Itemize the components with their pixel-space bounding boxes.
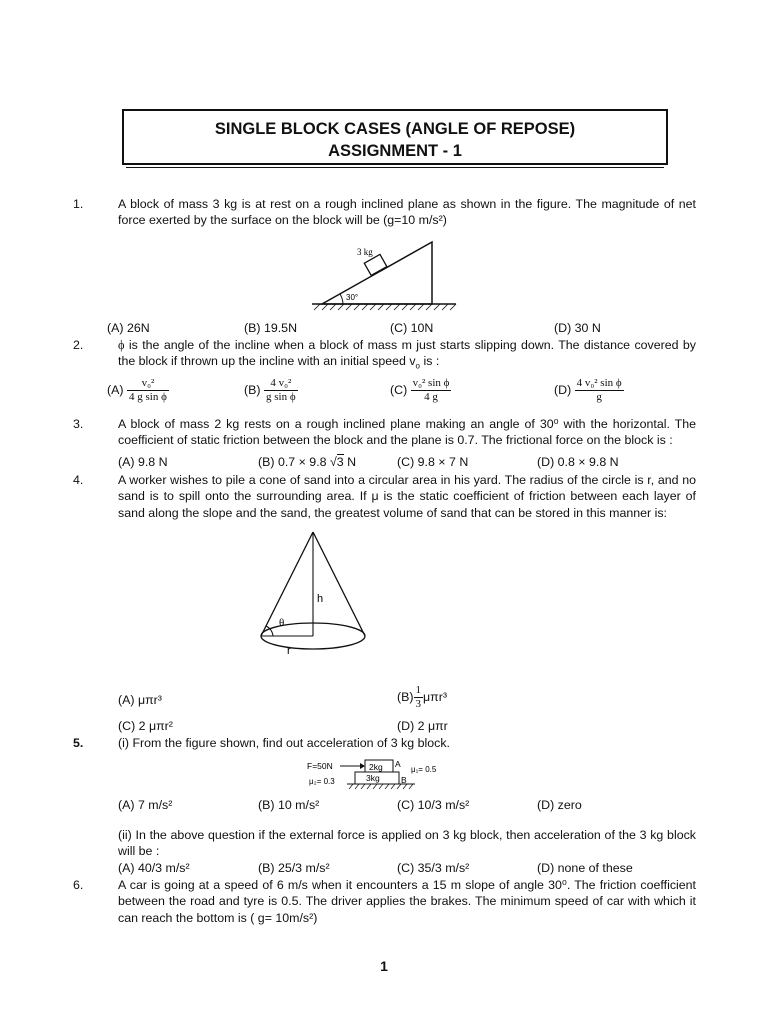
q3-option-c[interactable]: (C) 9.8 × 7 N <box>397 455 469 469</box>
q6-text: A car is going at a speed of 6 m/s when it encounters a 15 m slope of angle 30⁰. The friction coefficient between the road and tyre is 0.5. The driver applies the brakes. The minimum speed of car with which it can reach the bottom is ( g= 10m/s²) <box>118 878 696 925</box>
q1-number: 1. <box>73 197 84 211</box>
point-b-label: B <box>401 775 407 785</box>
q2-option-a-label: (A) <box>107 382 124 397</box>
fraction-numerator: 1 <box>414 684 424 698</box>
q4-option-b[interactable] <box>397 684 447 711</box>
two-block-figure <box>305 757 455 799</box>
theta-label: θ <box>279 617 285 629</box>
q2-option-d-label: (D) <box>554 382 572 397</box>
q1-option-d[interactable]: (D) 30 N <box>554 321 601 335</box>
q5-ii-option-b[interactable]: (B) 25/3 m/s² <box>258 861 330 875</box>
title-line-2: ASSIGNMENT - 1 <box>328 142 462 160</box>
incline-triangle <box>322 242 432 304</box>
angle-arc <box>340 294 343 304</box>
top-block-label: 2kg <box>369 762 383 772</box>
q4-option-c[interactable]: (C) 2 μπr² <box>118 719 173 733</box>
fraction-denominator: 4 g <box>424 391 438 404</box>
q4-number: 4. <box>73 473 84 487</box>
q4-option-b-label: (B) <box>397 689 414 704</box>
q2-option-a[interactable] <box>107 377 169 404</box>
q3-text: A block of mass 2 kg rests on a rough inclined plane making an angle of 30⁰ with the horizontal. The coefficient of static friction between the block and the plane is 0.7. The frictional force on the block is : <box>118 417 696 448</box>
q3-option-a[interactable]: (A) 9.8 N <box>118 455 168 469</box>
fraction-denominator: 3 <box>415 698 422 711</box>
q5-i-option-b[interactable]: (B) 10 m/s² <box>258 798 320 812</box>
q2-option-a-fraction <box>127 377 169 404</box>
radius-label: r <box>287 645 291 657</box>
q2-option-d[interactable] <box>554 377 624 404</box>
q4-option-b-fraction <box>414 684 424 711</box>
q3-option-b-unit: N <box>347 455 357 469</box>
q2-body: is the angle of the incline when a block of mass m just starts slipping down. The distance covered by the block if thrown up the incline with an initial speed v <box>118 338 696 369</box>
fraction-denominator: g <box>596 391 602 404</box>
height-label: h <box>317 593 324 605</box>
q3-number: 3. <box>73 417 84 431</box>
fraction-denominator: 4 g sin ϕ <box>128 391 167 404</box>
q3-option-d[interactable]: (D) 0.8 × 9.8 N <box>537 455 619 469</box>
q1-text: A block of mass 3 kg is at rest on a rough inclined plane as shown in the figure. The magnitude of net force exerted by the surface on the block will be (g=10 m/s²) <box>118 197 696 228</box>
q3-option-b-prefix: (B) 0.7 × 9.8 <box>258 455 327 469</box>
q2-option-c[interactable] <box>390 377 451 404</box>
q2-number: 2. <box>73 338 84 352</box>
fraction-denominator: g sin ϕ <box>265 391 296 404</box>
q2-text-end: is : <box>420 354 440 369</box>
force-label: F=50N <box>307 761 333 771</box>
block-mass-label: 3 kg <box>357 247 373 257</box>
q4-text: A worker wishes to pile a cone of sand into a circular area in his yard. The radius of the circle is r, and no sand is to spill onto the surrounding area. If μ is the static coefficient of friction between each layer of sand along the slope and the sand, the greatest volume of sand that can be stored in this manner is: <box>118 473 696 520</box>
fraction-numerator: v₀² sin ϕ <box>411 377 452 391</box>
fraction-numerator: 4 v₀² <box>264 377 298 391</box>
q4-option-a[interactable]: (A) μπr³ <box>118 693 162 707</box>
q6-number: 6. <box>73 878 84 892</box>
mu1-label: μ₁= 0.5 <box>411 765 437 774</box>
block-3kg <box>364 254 387 275</box>
title-box <box>122 109 668 165</box>
arrow-head <box>360 763 365 769</box>
q5-ii-option-d[interactable]: (D) none of these <box>537 861 633 875</box>
q5-text-1: (i) From the figure shown, find out acceleration of 3 kg block. <box>118 736 450 750</box>
q5-i-option-c[interactable]: (C) 10/3 m/s² <box>397 798 470 812</box>
sand-cone-figure <box>255 530 370 660</box>
q2-option-b-fraction <box>264 377 298 404</box>
q4-option-b-tail: μπr³ <box>423 689 447 704</box>
page-number: 1 <box>380 958 388 974</box>
q2-option-b-label: (B) <box>244 382 261 397</box>
q4-option-d[interactable]: (D) 2 μπr <box>397 719 448 733</box>
q1-option-a[interactable]: (A) 26N <box>107 321 150 335</box>
phi-symbol: ϕ <box>118 338 125 352</box>
q5-text-2: (ii) In the above question if the external force is applied on 3 kg block, then acceleration of the 3 kg block will be : <box>118 828 696 859</box>
q2-option-c-label: (C) <box>390 382 408 397</box>
q2-option-b[interactable] <box>244 377 298 404</box>
cone-left-edge <box>261 532 313 636</box>
point-a-label: A <box>395 759 401 769</box>
q2-text <box>118 337 696 372</box>
q5-i-option-d[interactable]: (D) zero <box>537 798 582 812</box>
q5-ii-option-a[interactable]: (A) 40/3 m/s² <box>118 861 190 875</box>
fraction-numerator: v₀² <box>127 377 169 391</box>
q2-option-d-fraction <box>575 377 624 404</box>
ground-hatching <box>314 304 456 310</box>
mu2-label: μ₂= 0.3 <box>309 777 335 786</box>
cone-right-edge <box>313 532 365 636</box>
q1-option-c[interactable]: (C) 10N <box>390 321 434 335</box>
q2-option-c-fraction <box>411 377 452 404</box>
fraction-numerator: 4 v₀² sin ϕ <box>575 377 624 391</box>
q5-ii-option-c[interactable]: (C) 35/3 m/s² <box>397 861 470 875</box>
q5-number: 5. <box>73 736 84 750</box>
title-line-1: SINGLE BLOCK CASES (ANGLE OF REPOSE) <box>214 120 576 138</box>
bottom-block-label: 3kg <box>366 773 380 783</box>
q2-subscript: o <box>415 361 420 371</box>
q5-i-option-a[interactable]: (A) 7 m/s² <box>118 798 173 812</box>
q3-option-b[interactable] <box>258 454 356 470</box>
q1-option-b[interactable]: (B) 19.5N <box>244 321 298 335</box>
inclined-plane-figure <box>300 238 470 314</box>
sqrt-symbol: √3 <box>329 455 344 469</box>
angle-label: 30° <box>346 293 359 302</box>
sqrt-radicand: 3 <box>336 455 344 469</box>
